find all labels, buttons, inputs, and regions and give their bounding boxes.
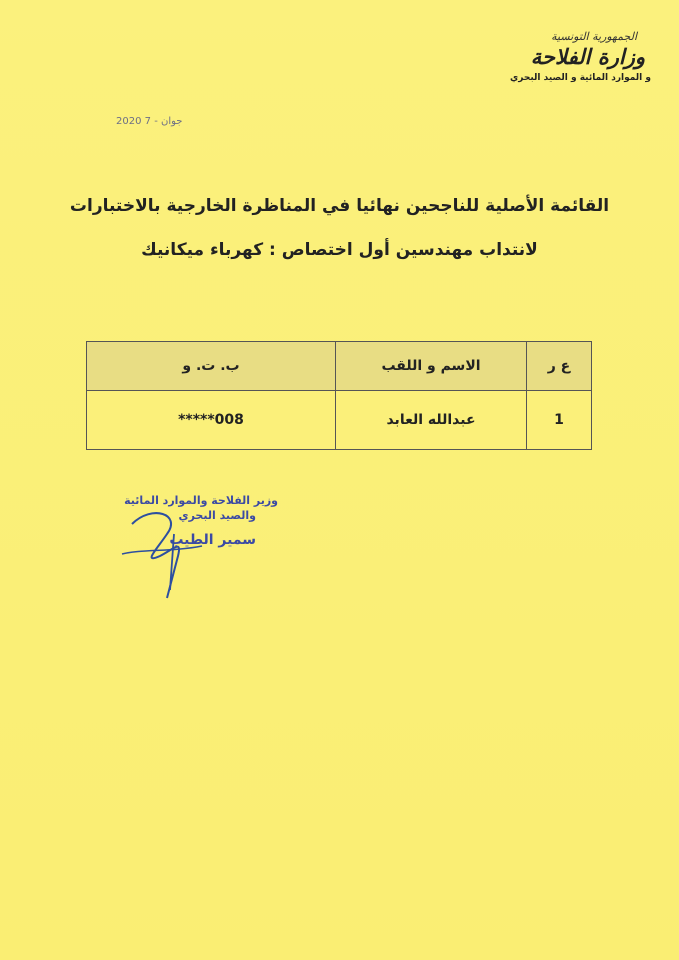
republic-label: الجمهورية التونسية <box>551 30 637 43</box>
cell-id <box>87 391 336 450</box>
document-title-line-2: لانتداب مهندسين أول اختصاص : كهرباء ميكانيك <box>141 240 538 260</box>
header-num: ع ر <box>527 342 592 391</box>
results-table <box>86 341 592 450</box>
table-header-row <box>87 342 592 391</box>
date-stamp: 2020 جوان - 7 <box>116 116 183 127</box>
cell-id-value: *****008 <box>178 412 244 428</box>
ministry-letterhead <box>501 30 651 83</box>
document-title-line-1: القائمة الأصلية للناجحين نهائيا في المناظرة الخارجية بالاختبارات <box>69 196 610 216</box>
cell-num: 1 <box>527 391 592 450</box>
signatory-title-1: وزير الفلاحة والموارد المائية <box>124 494 278 507</box>
signatory-name: سمير الطيب <box>169 532 256 548</box>
cell-name: عبدالله العابد <box>336 391 527 450</box>
header-name: الاسم و اللقب <box>336 342 527 391</box>
table-row <box>87 391 592 450</box>
header-id: ب. ت. و <box>87 342 336 391</box>
ministry-name: وزارة الفلاحة <box>530 44 645 69</box>
ministry-subtitle: و الموارد المائية و الصيد البحري <box>510 73 651 83</box>
handwritten-signature <box>112 494 212 604</box>
signatory-title-2: والصيد البحري <box>178 509 256 522</box>
